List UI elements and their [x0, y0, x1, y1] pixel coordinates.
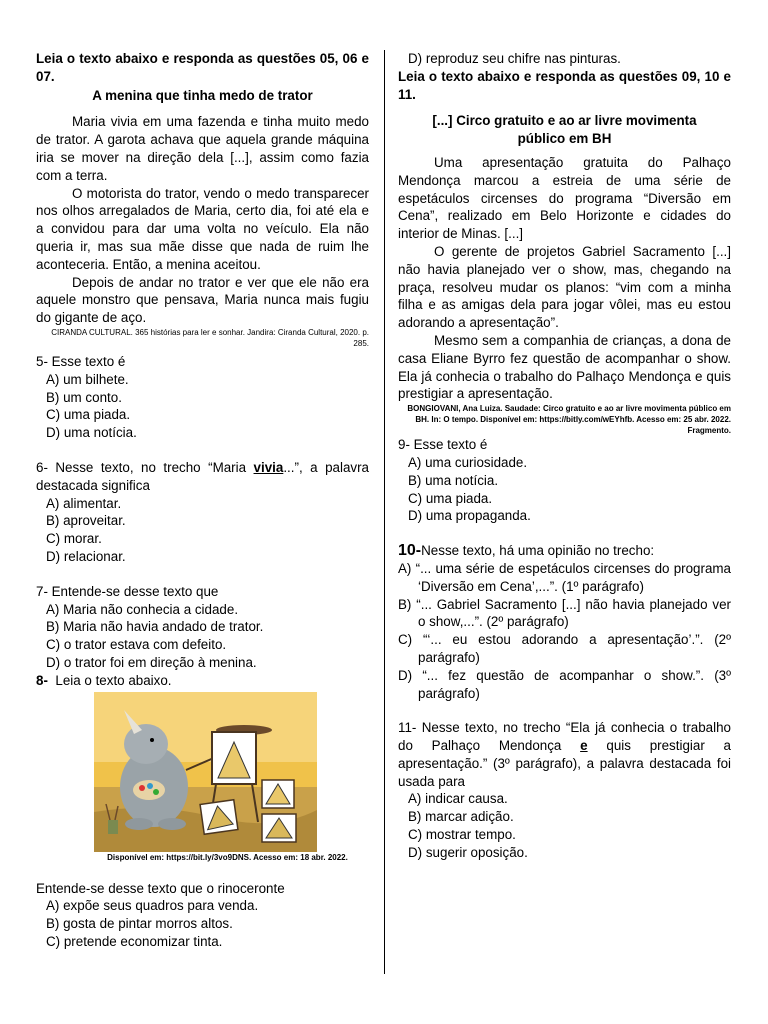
question-6: [36, 459, 369, 566]
q6-option-a: A) alimentar.: [46, 495, 122, 511]
intro-q9-11: Leia o texto abaixo e responda as questões 09, 10 e 11.: [398, 68, 731, 102]
q8-stem: 8- Leia o texto abaixo.: [36, 672, 172, 688]
q7-option-d: D) o trator foi em direção à menina.: [46, 654, 257, 670]
q11-option-b: B) marcar adição.: [408, 809, 514, 825]
q5-option-d: D) uma notícia.: [46, 425, 137, 441]
story-paragraph-3: Depois de andar no trator e ver que ele não era aquele monstro que pensava, Maria nunca mais fugiu do gigante de aço.: [36, 274, 369, 326]
story-title: A menina que tinha medo de trator: [92, 87, 313, 103]
q5-option-b: B) um conto.: [46, 389, 122, 405]
q11-stem: 11- Nesse texto, no trecho “Ela já conhecia o trabalho do Palhaço Mendonça e quis prestigiar a apresentação.” (3º parágrafo), a palavra destacada foi usada para: [398, 720, 731, 789]
q8-option-d: D) reproduz seu chifre nas pinturas.: [408, 51, 621, 66]
intro-q5-7: Leia o texto abaixo e responda as questões 05, 06 e 07.: [36, 51, 369, 84]
q10-option-b: B) “... Gabriel Sacramento [...] não havia planejado ver o show,...”. (2º parágrafo): [398, 596, 731, 630]
q5-option-a: A) um bilhete.: [46, 371, 129, 387]
q8-option-c: C) pretende economizar tinta.: [46, 933, 223, 949]
q7-stem: 7- Entende-se desse texto que: [36, 583, 219, 599]
q6-option-c: C) morar.: [46, 531, 102, 547]
q6-highlighted-word: vivia: [253, 459, 284, 475]
q9-stem: 9- Esse texto é: [398, 437, 488, 453]
story-citation: CIRANDA CULTURAL. 365 histórias para ler e sonhar. Jandira: Ciranda Cultural, 2020. p. 285.: [51, 327, 369, 348]
q7-option-c: C) o trator estava com defeito.: [46, 637, 227, 653]
q10-option-d: D) “... fez questão de acompanhar o show.”. (3º parágrafo): [398, 667, 731, 701]
q11-highlighted-word: e: [580, 738, 588, 754]
question-10: [398, 542, 731, 702]
news-paragraph-3: Mesmo sem a companhia de crianças, a dona de casa Eliane Byrro fez questão de acompanhar o show. Ela já conhecia o trabalho do Palhaço Mendonça e quis prestigiar a apresentação.: [398, 332, 731, 402]
q10-stem: 10-Nesse texto, há uma opinião no trecho:: [398, 542, 655, 560]
story-paragraph-1: Maria vivia em uma fazenda e tinha muito medo de trator. A garota achava que aquela grande máquina iria se mover na direção dela [...], assim como fazia com a terra.: [36, 114, 369, 183]
q8-question: Entende-se desse texto que o rinoceronte: [36, 880, 285, 896]
q7-option-a: A) Maria não conhecia a cidade.: [46, 601, 239, 617]
question-7: [36, 583, 369, 672]
q5-option-c: C) uma piada.: [46, 407, 131, 423]
right-column: [398, 50, 731, 862]
q5-stem: 5- Esse texto é: [36, 353, 126, 369]
news-title: [...] Circo gratuito e ao ar livre movimenta público em BH: [432, 113, 697, 147]
news-paragraph-2: O gerente de projetos Gabriel Sacramento [...] não havia planejado ver o show, mas, chegando na praça, resolveu mudar os planos: “vim com a minha filha e as amigas dela para jogar vôlei, mas eu estou adorando a apresentação”.: [398, 243, 731, 331]
q9-option-d: D) uma propaganda.: [408, 508, 531, 524]
story-paragraph-2: O motorista do trator, vendo o medo transparecer nos olhos arregalados de Maria, certo dia, foi até ela e a convidou para dar uma volta no veículo. Ela não queria ir, mas sua mãe disse que nada de ruim lhe aconteceria. Então, a menina aceitou.: [36, 185, 369, 272]
cartoon-citation: Disponível em: https://bit.ly/3vo9DNS. Acesso em: 18 abr. 2022.: [107, 852, 348, 862]
left-column: [36, 50, 369, 951]
q11-option-a: A) indicar causa.: [408, 791, 508, 807]
news-paragraph-1: Uma apresentação gratuita do Palhaço Mendonça marcou a estreia de uma série de espetáculos circenses do programa “Diversão em Cena”, realizado em Belo Horizonte e cidades do interior de Minas. [...]: [398, 154, 731, 242]
q8-option-a: A) expõe seus quadros para venda.: [46, 898, 259, 914]
q11-option-d: D) sugerir oposição.: [408, 844, 528, 860]
q6-option-b: B) aproveitar.: [46, 513, 126, 529]
column-divider: [384, 50, 385, 974]
q10-option-c: C) “‘... eu estou adorando a apresentação’.”. (2º parágrafo): [398, 632, 731, 665]
question-9: [398, 436, 731, 525]
q6-option-d: D) relacionar.: [46, 548, 126, 564]
q11-option-c: C) mostrar tempo.: [408, 827, 516, 843]
question-8: [36, 672, 369, 951]
question-5: [36, 353, 369, 442]
q8-option-b: B) gosta de pintar morros altos.: [46, 916, 233, 932]
rhino-painting-cartoon: [94, 692, 317, 852]
q6-stem: 6- Nesse texto, no trecho “Maria vivia...”, a palavra destacada significa: [36, 459, 369, 493]
q9-option-b: B) uma notícia.: [408, 472, 499, 488]
q7-option-b: B) Maria não havia andado de trator.: [46, 619, 264, 635]
q10-option-a: A) “... uma série de espetáculos circenses do programa ‘Diversão em Cena’,...”. (1º parágrafo): [398, 560, 731, 594]
question-11: [398, 719, 731, 861]
news-citation: BONGIOVANI, Ana Luiza. Saudade: Circo gratuito e ao ar livre movimenta público em BH. In: O tempo. Disponível em: https://bitly.com/wEYhfb. Acesso em: 25 abr. 2022. Fragmento.: [407, 404, 731, 436]
q9-option-c: C) uma piada.: [408, 490, 493, 506]
q9-option-a: A) uma curiosidade.: [408, 454, 528, 470]
